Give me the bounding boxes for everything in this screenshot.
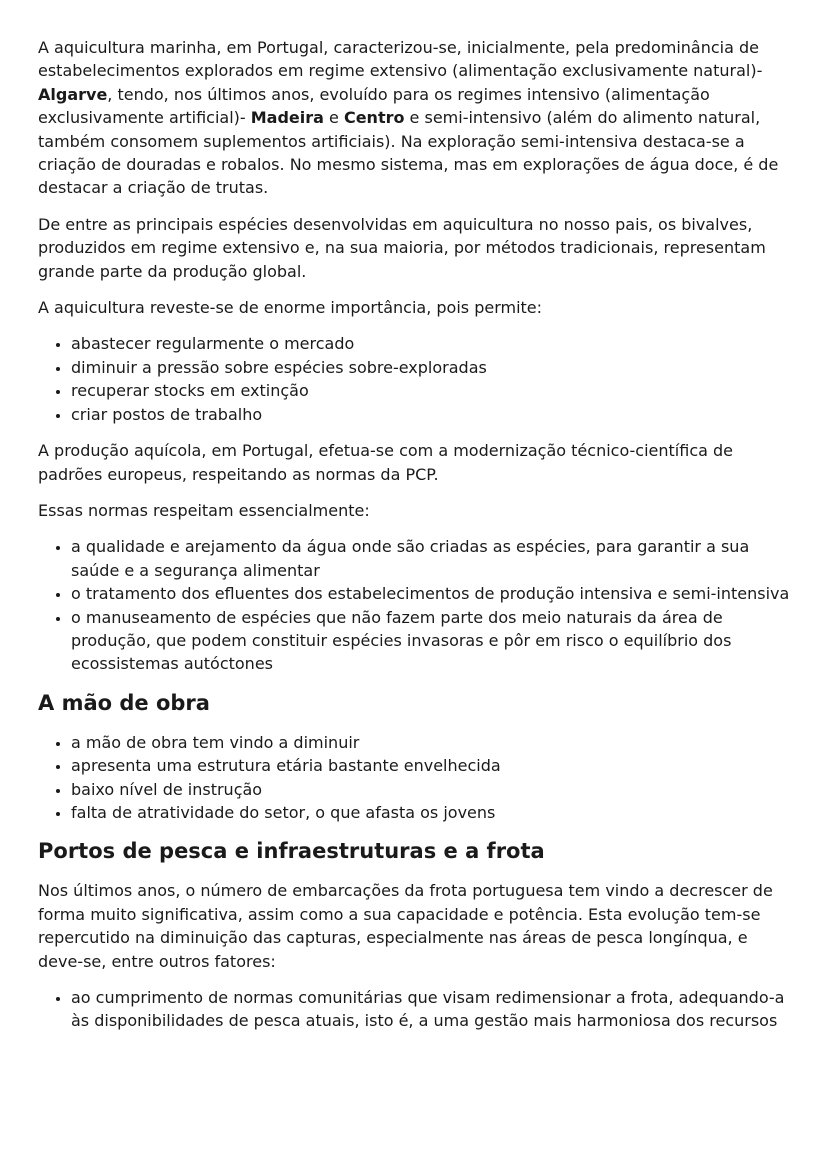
- paragraph-aquicultura-marinha: [38, 36, 790, 200]
- list-item: • criar postos de trabalho: [71, 403, 790, 426]
- bold-centro: Centro: [343, 108, 405, 128]
- paragraph-bivalves: De entre as principais espécies desenvolvidas em aquicultura no nosso pais, os bivalves, produzidos em regime extensivo e, na sua maioria, por métodos tradicionais, representam grande parte da produção global.: [38, 214, 766, 281]
- list-fatores: [38, 986, 790, 1033]
- list-item: • diminuir a pressão sobre espécies sobre-exploradas: [71, 356, 790, 379]
- list-importancia: [38, 332, 790, 426]
- list-item: • o tratamento dos efluentes dos estabelecimentos de produção intensiva e semi-intensiva: [71, 582, 790, 605]
- text: e: [323, 108, 344, 128]
- list-item: • falta de atratividade do setor, o que afasta os jovens: [71, 801, 790, 824]
- list-item: • ao cumprimento de normas comunitárias que visam redimensionar a frota, adequando-a às disponibilidades de pesca atuais, isto é, a uma gestão mais harmoniosa dos recursos: [71, 986, 790, 1033]
- bold-algarve: Algarve: [38, 84, 108, 104]
- paragraph-frota: Nos últimos anos, o número de embarcações da frota portuguesa tem vindo a decrescer de forma muito significativa, assim como a sua capacidade e potência. Esta evolução tem-se repercutido na diminuição das capturas, especialmente nas áreas de pesca longínqua, e deve-se, entre outros fatores:: [38, 881, 773, 971]
- paragraph-producao-aquicola: A produção aquícola, em Portugal, efetua-se com a modernização técnico-científica de padrões europeus, respeitando as normas da PCP.: [38, 441, 734, 484]
- paragraph-importancia: A aquicultura reveste-se de enorme importância, pois permite:: [38, 298, 543, 318]
- list-item: • apresenta uma estrutura etária bastante envelhecida: [71, 754, 790, 777]
- list-item: • a qualidade e arejamento da água onde são criadas as espécies, para garantir a sua saúde e a segurança alimentar: [71, 535, 790, 582]
- heading-portos-de-pesca: Portos de pesca e infraestruturas e a frota: [38, 839, 545, 864]
- heading-mao-de-obra: A mão de obra: [38, 690, 210, 715]
- list-item: • o manuseamento de espécies que não fazem parte dos meio naturais da área de produção, que podem constituir espécies invasoras e pôr em risco o equilíbrio dos ecossistemas autóctones: [71, 606, 790, 676]
- text: e semi-intensivo (além do alimento natural, também consomem suplementos artificiais). Na exploração semi-intensiva destaca-se a criação de douradas e robalos. No mesmo sistema, mas em explorações de água doce, é de destacar a criação de trutas.: [38, 108, 779, 198]
- paragraph-normas: Essas normas respeitam essencialmente:: [38, 500, 370, 520]
- text: A aquicultura marinha, em Portugal, caracterizou-se, inicialmente, pela predominância de estabelecimentos explorados em regime extensivo (alimentação exclusivamente natural)-: [38, 38, 763, 81]
- list-item: • recuperar stocks em extinção: [71, 379, 790, 402]
- list-item: • abastecer regularmente o mercado: [71, 332, 790, 355]
- text: , tendo, nos últimos anos, evoluído para os regimes intensivo (alimentação exclusivamente artificial)-: [38, 84, 710, 128]
- list-item: • baixo nível de instrução: [71, 778, 790, 801]
- list-normas: [38, 535, 790, 675]
- bold-madeira: Madeira: [250, 108, 324, 128]
- list-mao-de-obra: [38, 731, 790, 825]
- list-item: • a mão de obra tem vindo a diminuir: [71, 731, 790, 754]
